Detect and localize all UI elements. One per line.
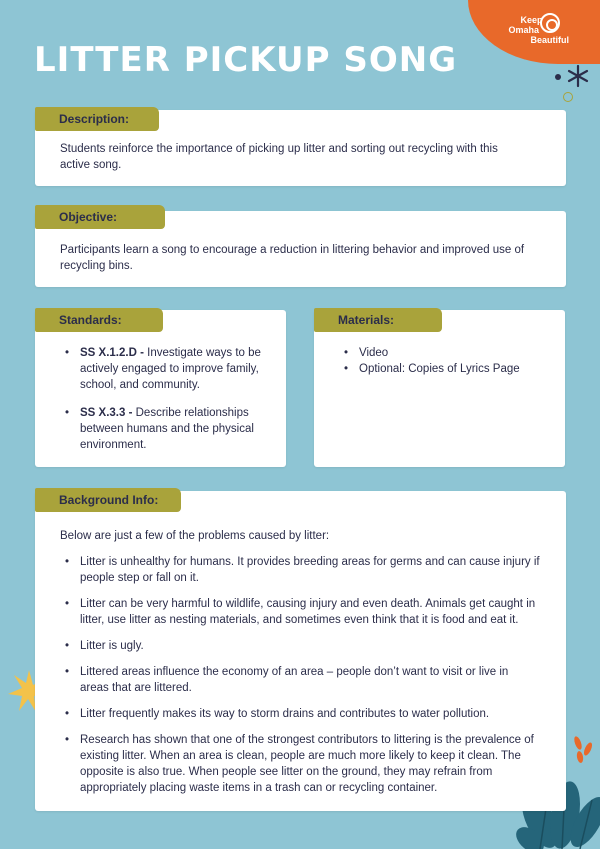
background-intro: Below are just a few of the problems caused by litter: bbox=[60, 530, 330, 542]
standard-text: Investigate ways to be actively engaged to improve family, school, and community. bbox=[80, 347, 261, 391]
list-item: • Video bbox=[339, 345, 549, 361]
background-list bbox=[60, 554, 540, 796]
materials-label: Materials: bbox=[314, 308, 442, 332]
list-item: • Littered areas influence the economy of an area – people don’t want to visit or live in areas that are littered. bbox=[60, 664, 540, 696]
standards-label: Standards: bbox=[35, 308, 163, 332]
objective-text: Participants learn a song to encourage a reduction in littering behavior and improved use of recycling bins. bbox=[60, 244, 525, 272]
standard-code: SS X.1.2.D - bbox=[80, 347, 144, 359]
list-item: • Optional: Copies of Lyrics Page bbox=[339, 361, 549, 377]
objective-label: Objective: bbox=[35, 205, 165, 229]
standards-card bbox=[35, 310, 286, 467]
standard-text: Describe relationships between humans and the physical environment. bbox=[80, 407, 254, 451]
ring-icon bbox=[563, 92, 573, 102]
brand-logo-text bbox=[508, 15, 569, 45]
list-item: • Research has shown that one of the strongest contributors to littering is the prevalence of existing litter. When an area is clean, people are much more likely to keep it clean. The opposite is also true. When people see litter on the ground, they may refrain from appropriately placing waste items in a trash can or recycling container. bbox=[60, 732, 540, 796]
description-label: Description: bbox=[35, 107, 159, 131]
materials-list bbox=[339, 345, 549, 377]
background-label: Background Info: bbox=[35, 488, 181, 512]
list-item: • Litter is unhealthy for humans. It provides breeding areas for germs and can cause injury if people step or fall on it. bbox=[60, 554, 540, 586]
list-item: • Litter frequently makes its way to storm drains and contributes to water pollution. bbox=[60, 706, 540, 722]
logo-line-3: Beautiful bbox=[530, 35, 569, 45]
list-item bbox=[60, 345, 265, 393]
standard-code: SS X.3.3 - bbox=[80, 407, 133, 419]
page-title: LITTER PICKUP SONG bbox=[34, 40, 458, 80]
logo-line-1: Keep bbox=[520, 15, 543, 25]
list-item: • Litter is ugly. bbox=[60, 638, 540, 654]
list-item: • Litter can be very harmful to wildlife, causing injury and even death. Animals get caught in litter, use litter as nesting materials, and sometimes even think that it is food and eat it. bbox=[60, 596, 540, 628]
logo-line-2: Omaha bbox=[508, 25, 539, 35]
background-card bbox=[35, 491, 566, 811]
dot-icon bbox=[555, 74, 561, 80]
materials-card bbox=[314, 310, 565, 467]
description-text: Students reinforce the importance of picking up litter and sorting out recycling with this active song. bbox=[60, 143, 498, 171]
asterisk-icon bbox=[566, 64, 590, 88]
list-item bbox=[60, 405, 265, 453]
standards-list bbox=[60, 345, 265, 453]
keep-omaha-beautiful-logo-icon bbox=[540, 13, 560, 33]
